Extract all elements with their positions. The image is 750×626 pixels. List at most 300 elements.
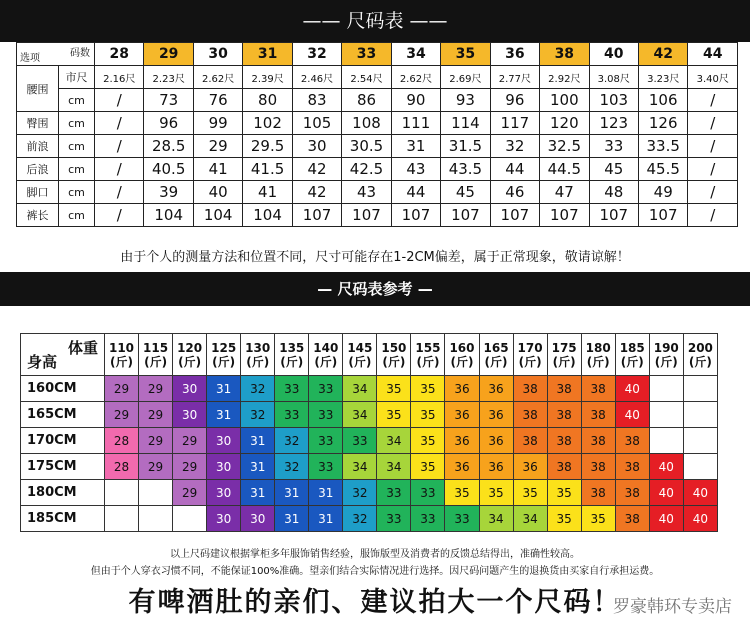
measure-value: 43.5	[441, 158, 490, 181]
size-cell: 28	[105, 454, 139, 480]
size-cell: 38	[581, 454, 615, 480]
size-cell: 40	[649, 480, 683, 506]
measure-value: 99	[193, 112, 242, 135]
size-cell: 31	[309, 506, 343, 532]
measure-value: 80	[243, 89, 292, 112]
measure-value: 46	[490, 181, 539, 204]
measure-value: 107	[638, 204, 687, 227]
beer-belly-slogan: 有啤酒肚的亲们、建议拍大一个尺码！	[128, 587, 622, 618]
size-cell: 38	[615, 506, 649, 532]
measure-value: 29	[193, 135, 242, 158]
weight-value: 165	[483, 340, 509, 355]
measure-value: 96	[490, 89, 539, 112]
size-cell	[105, 506, 139, 532]
weight-unit: (斤)	[688, 354, 712, 369]
measure-row	[17, 181, 738, 204]
size-40: 40	[589, 43, 638, 66]
size-cell: 35	[479, 480, 513, 506]
size-cell: 38	[547, 454, 581, 480]
measure-value: 107	[589, 204, 638, 227]
weight-unit: (斤)	[654, 354, 678, 369]
size-cell: 35	[513, 480, 547, 506]
measure-value: 114	[441, 112, 490, 135]
height-row	[21, 454, 718, 480]
size-31: 31	[243, 43, 292, 66]
weight-unit: (斤)	[246, 354, 270, 369]
size-cell: 35	[377, 376, 411, 402]
table-corner	[21, 334, 105, 376]
measure-value: 2.16尺	[95, 66, 144, 89]
size-cell: 34	[343, 376, 377, 402]
measure-value: 117	[490, 112, 539, 135]
weight-unit: (斤)	[178, 354, 202, 369]
size-cell: 34	[479, 506, 513, 532]
weight-header-row	[21, 334, 718, 376]
measure-unit: cm	[59, 135, 95, 158]
recommendation-note	[0, 546, 750, 580]
measure-value: 28.5	[144, 135, 193, 158]
weight-unit: (斤)	[382, 354, 406, 369]
weight-180	[581, 334, 615, 376]
weight-unit: (斤)	[416, 354, 440, 369]
weight-145	[343, 334, 377, 376]
measure-value: /	[95, 112, 144, 135]
weight-135	[275, 334, 309, 376]
measure-value: 123	[589, 112, 638, 135]
measure-value: 93	[441, 89, 490, 112]
measure-value: 45	[441, 181, 490, 204]
measure-value: 2.46尺	[292, 66, 341, 89]
measure-value: 90	[391, 89, 440, 112]
size-cell: 36	[445, 402, 479, 428]
measure-value: 107	[441, 204, 490, 227]
measure-value: 120	[540, 112, 589, 135]
measure-value: 42	[292, 158, 341, 181]
size-cell: 33	[275, 402, 309, 428]
size-cell: 30	[207, 454, 241, 480]
weight-unit: (斤)	[552, 354, 576, 369]
size-cell: 36	[479, 428, 513, 454]
size-cell: 36	[445, 428, 479, 454]
size-cell: 36	[445, 454, 479, 480]
measure-value: 47	[540, 181, 589, 204]
height-label: 170CM	[21, 428, 105, 454]
measure-value: 31	[391, 135, 440, 158]
size-cell: 33	[377, 480, 411, 506]
size-cell	[105, 480, 139, 506]
size-header-row	[17, 43, 738, 66]
size-cell: 33	[445, 506, 479, 532]
weight-value: 185	[619, 340, 645, 355]
size-cell: 31	[241, 428, 275, 454]
size-cell: 29	[173, 454, 207, 480]
size-cell: 30	[173, 376, 207, 402]
measure-value: 3.08尺	[589, 66, 638, 89]
reference-chart-title: — 尺码表参考 —	[317, 280, 433, 298]
size-cell: 34	[377, 428, 411, 454]
size-cell	[683, 454, 717, 480]
measure-value: 41.5	[243, 158, 292, 181]
measure-value: 2.39尺	[243, 66, 292, 89]
height-row	[21, 402, 718, 428]
corner-size-label: 码数	[70, 48, 90, 59]
size-cell: 40	[615, 402, 649, 428]
weight-value: 140	[313, 340, 339, 355]
corner-option-label: 选项	[20, 53, 40, 64]
size-cell: 35	[581, 506, 615, 532]
measure-value: 45.5	[638, 158, 687, 181]
height-label: 175CM	[21, 454, 105, 480]
measure-value: 44	[490, 158, 539, 181]
size-cell: 33	[309, 402, 343, 428]
weight-185	[615, 334, 649, 376]
size-cell: 38	[547, 402, 581, 428]
weight-value: 155	[415, 340, 441, 355]
weight-value: 170	[517, 340, 543, 355]
corner-height-label: 身高	[27, 353, 58, 371]
weight-150	[377, 334, 411, 376]
measure-value: 107	[540, 204, 589, 227]
size-cell: 30	[241, 506, 275, 532]
measurement-note: 由于个人的测量方法和位置不同，尺寸可能存在1-2CM偏差，属于正常现象，敬请谅解！	[120, 250, 630, 265]
measure-row	[17, 112, 738, 135]
weight-value: 110	[108, 340, 135, 355]
measure-value: /	[688, 204, 738, 227]
size-35: 35	[441, 43, 490, 66]
measure-value: 96	[144, 112, 193, 135]
weight-value: 135	[279, 340, 305, 355]
weight-value: 120	[177, 340, 203, 355]
measure-value: 2.77尺	[490, 66, 539, 89]
size-cell	[139, 506, 173, 532]
size-30: 30	[193, 43, 242, 66]
weight-190	[649, 334, 683, 376]
measure-value: 2.23尺	[144, 66, 193, 89]
measure-row	[17, 89, 738, 112]
measure-value: 3.40尺	[688, 66, 738, 89]
measure-value: 104	[144, 204, 193, 227]
size-cell: 35	[547, 480, 581, 506]
measure-value: 33	[589, 135, 638, 158]
weight-unit: (斤)	[348, 354, 372, 369]
weight-165	[479, 334, 513, 376]
size-cell: 38	[547, 376, 581, 402]
size-cell: 32	[241, 402, 275, 428]
measure-unit: cm	[59, 181, 95, 204]
size-cell: 32	[343, 480, 377, 506]
weight-value: 175	[551, 340, 577, 355]
weight-125	[207, 334, 241, 376]
weight-value: 125	[211, 340, 237, 355]
size-chart-header	[0, 0, 750, 42]
measure-row	[17, 158, 738, 181]
size-cell: 38	[581, 402, 615, 428]
size-cell: 35	[547, 506, 581, 532]
measure-value: 105	[292, 112, 341, 135]
size-cell: 32	[275, 428, 309, 454]
size-28: 28	[95, 43, 144, 66]
height-row	[21, 506, 718, 532]
weight-110	[105, 334, 139, 376]
measure-row	[17, 66, 738, 89]
weight-unit: (斤)	[280, 354, 304, 369]
shop-watermark: 罗豪韩环专卖店	[613, 597, 732, 617]
measure-value: 126	[638, 112, 687, 135]
measure-value: 31.5	[441, 135, 490, 158]
weight-140	[309, 334, 343, 376]
measure-value: /	[95, 158, 144, 181]
size-cell: 34	[343, 402, 377, 428]
size-cell: 29	[139, 454, 173, 480]
size-cell: 29	[105, 402, 139, 428]
size-cell	[683, 376, 717, 402]
measure-unit: cm	[59, 158, 95, 181]
measure-name: 后浪	[17, 158, 59, 181]
measure-value: 30	[292, 135, 341, 158]
size-cell: 35	[411, 402, 445, 428]
weight-120	[173, 334, 207, 376]
measure-value: 33.5	[638, 135, 687, 158]
size-cell: 29	[139, 376, 173, 402]
measure-value: 83	[292, 89, 341, 112]
weight-unit: (斤)	[620, 354, 644, 369]
size-cell: 31	[207, 402, 241, 428]
weight-unit: (斤)	[450, 354, 474, 369]
size-cell: 40	[615, 376, 649, 402]
measure-value: 107	[391, 204, 440, 227]
measure-value: 44	[391, 181, 440, 204]
measure-value: 107	[342, 204, 391, 227]
size-cell	[649, 428, 683, 454]
measure-value: /	[688, 89, 738, 112]
measure-value: /	[95, 135, 144, 158]
size-cell: 34	[513, 506, 547, 532]
size-chart-title: —— 尺码表 ——	[302, 10, 448, 32]
weight-value: 190	[653, 340, 679, 355]
size-cell: 31	[309, 480, 343, 506]
measure-value: /	[95, 181, 144, 204]
size-cell: 36	[445, 376, 479, 402]
size-cell: 29	[105, 376, 139, 402]
measure-value: 86	[342, 89, 391, 112]
measure-value: 48	[589, 181, 638, 204]
size-cell: 38	[581, 376, 615, 402]
measure-value: 40	[193, 181, 242, 204]
size-44: 44	[688, 43, 738, 66]
measure-value: 107	[292, 204, 341, 227]
weight-160	[445, 334, 479, 376]
measure-value: 29.5	[243, 135, 292, 158]
weight-value: 115	[143, 340, 169, 355]
measure-value: 2.62尺	[193, 66, 242, 89]
measure-unit: 市尺	[59, 66, 95, 89]
size-cell: 38	[615, 454, 649, 480]
weight-unit: (斤)	[484, 354, 508, 369]
weight-200	[683, 334, 717, 376]
size-cell: 30	[207, 428, 241, 454]
measure-value: 42	[292, 181, 341, 204]
measure-value: 103	[589, 89, 638, 112]
size-cell	[649, 402, 683, 428]
size-cell: 33	[309, 376, 343, 402]
measure-value: 111	[391, 112, 440, 135]
size-cell: 35	[445, 480, 479, 506]
measure-value: 104	[243, 204, 292, 227]
size-cell: 38	[581, 480, 615, 506]
recommendation-note-line-2: 但由于个人穿衣习惯不同，不能保证100%准确。望亲们结合实际情况进行选择。因尺码问题产生的退换货由买家自行承担运费。	[90, 566, 660, 577]
size-cell: 32	[241, 376, 275, 402]
size-cell: 29	[139, 428, 173, 454]
weight-130	[241, 334, 275, 376]
size-cell: 35	[411, 428, 445, 454]
size-34: 34	[391, 43, 440, 66]
size-cell: 31	[241, 480, 275, 506]
weight-unit: (斤)	[110, 354, 134, 369]
measure-value: /	[95, 89, 144, 112]
size-cell: 38	[513, 428, 547, 454]
size-cell: 35	[377, 402, 411, 428]
size-cell: 33	[343, 428, 377, 454]
measure-value: 73	[144, 89, 193, 112]
size-cell: 29	[173, 428, 207, 454]
size-cell: 40	[683, 506, 717, 532]
measure-value: 104	[193, 204, 242, 227]
measure-value: 100	[540, 89, 589, 112]
height-label: 180CM	[21, 480, 105, 506]
measure-value: 42.5	[342, 158, 391, 181]
measure-value: 49	[638, 181, 687, 204]
weight-height-size-table	[20, 333, 718, 532]
weight-175	[547, 334, 581, 376]
measure-name: 前浪	[17, 135, 59, 158]
size-cell	[173, 506, 207, 532]
measure-value: /	[688, 158, 738, 181]
size-cell: 33	[275, 376, 309, 402]
measure-value: 41	[193, 158, 242, 181]
size-cell	[683, 402, 717, 428]
measure-value: 45	[589, 158, 638, 181]
size-29: 29	[144, 43, 193, 66]
weight-unit: (斤)	[586, 354, 610, 369]
weight-value: 200	[687, 340, 713, 355]
measure-value: 2.62尺	[391, 66, 440, 89]
size-cell: 31	[207, 376, 241, 402]
measure-value: 32.5	[540, 135, 589, 158]
measure-unit: cm	[59, 89, 95, 112]
size-cell: 33	[377, 506, 411, 532]
size-measurement-table	[16, 42, 738, 227]
weight-unit: (斤)	[144, 354, 168, 369]
size-cell: 38	[513, 376, 547, 402]
waist-label: 腰围	[17, 66, 59, 112]
measure-value: 43	[391, 158, 440, 181]
measure-value: 108	[342, 112, 391, 135]
measure-unit: cm	[59, 204, 95, 227]
weight-115	[139, 334, 173, 376]
size-cell: 33	[411, 480, 445, 506]
measure-value: 41	[243, 181, 292, 204]
measure-value: /	[688, 135, 738, 158]
size-cell: 38	[615, 428, 649, 454]
measure-value: 30.5	[342, 135, 391, 158]
size-cell: 32	[343, 506, 377, 532]
measure-row	[17, 204, 738, 227]
measure-value: /	[95, 204, 144, 227]
size-cell: 40	[649, 506, 683, 532]
weight-value: 130	[245, 340, 271, 355]
measure-value: 43	[342, 181, 391, 204]
weight-unit: (斤)	[518, 354, 542, 369]
weight-value: 180	[585, 340, 611, 355]
measure-value: 2.92尺	[540, 66, 589, 89]
weight-value: 150	[381, 340, 407, 355]
measure-value: 107	[490, 204, 539, 227]
weight-value: 160	[449, 340, 475, 355]
height-label: 160CM	[21, 376, 105, 402]
weight-unit: (斤)	[212, 354, 236, 369]
measure-name: 裤长	[17, 204, 59, 227]
size-cell: 33	[309, 454, 343, 480]
size-42: 42	[638, 43, 687, 66]
measure-value: 32	[490, 135, 539, 158]
size-cell: 40	[649, 454, 683, 480]
size-cell: 36	[513, 454, 547, 480]
size-cell: 28	[105, 428, 139, 454]
size-cell: 38	[513, 402, 547, 428]
measure-value: /	[688, 181, 738, 204]
height-row	[21, 376, 718, 402]
weight-155	[411, 334, 445, 376]
size-cell: 35	[411, 454, 445, 480]
measure-value: 44.5	[540, 158, 589, 181]
size-cell: 30	[173, 402, 207, 428]
size-cell: 32	[275, 454, 309, 480]
measure-value: 102	[243, 112, 292, 135]
corner-weight-label: 体重	[67, 339, 98, 357]
measure-row	[17, 135, 738, 158]
measure-value: 2.54尺	[342, 66, 391, 89]
size-cell: 33	[411, 506, 445, 532]
size-cell: 31	[275, 506, 309, 532]
size-cell: 30	[207, 506, 241, 532]
size-cell: 40	[683, 480, 717, 506]
weight-value: 145	[347, 340, 373, 355]
size-38: 38	[540, 43, 589, 66]
size-cell	[649, 376, 683, 402]
size-cell: 38	[581, 428, 615, 454]
size-cell: 38	[615, 480, 649, 506]
size-cell: 31	[241, 454, 275, 480]
size-33: 33	[342, 43, 391, 66]
height-label: 165CM	[21, 402, 105, 428]
measure-value: 2.69尺	[441, 66, 490, 89]
size-cell: 36	[479, 402, 513, 428]
height-row	[21, 428, 718, 454]
size-32: 32	[292, 43, 341, 66]
recommendation-note-line-1: 以上尺码建议根据掌柜多年服饰销售经验，服饰版型及消费者的反馈总结得出，准确性较高。	[170, 549, 580, 560]
measure-value: 3.23尺	[638, 66, 687, 89]
measure-value: 39	[144, 181, 193, 204]
size-cell: 38	[547, 428, 581, 454]
size-cell: 30	[207, 480, 241, 506]
size-cell: 33	[309, 428, 343, 454]
table-corner	[17, 43, 95, 66]
measure-name: 臀围	[17, 112, 59, 135]
reference-chart-header	[0, 272, 750, 306]
size-cell: 34	[343, 454, 377, 480]
size-cell: 36	[479, 454, 513, 480]
size-cell: 36	[479, 376, 513, 402]
